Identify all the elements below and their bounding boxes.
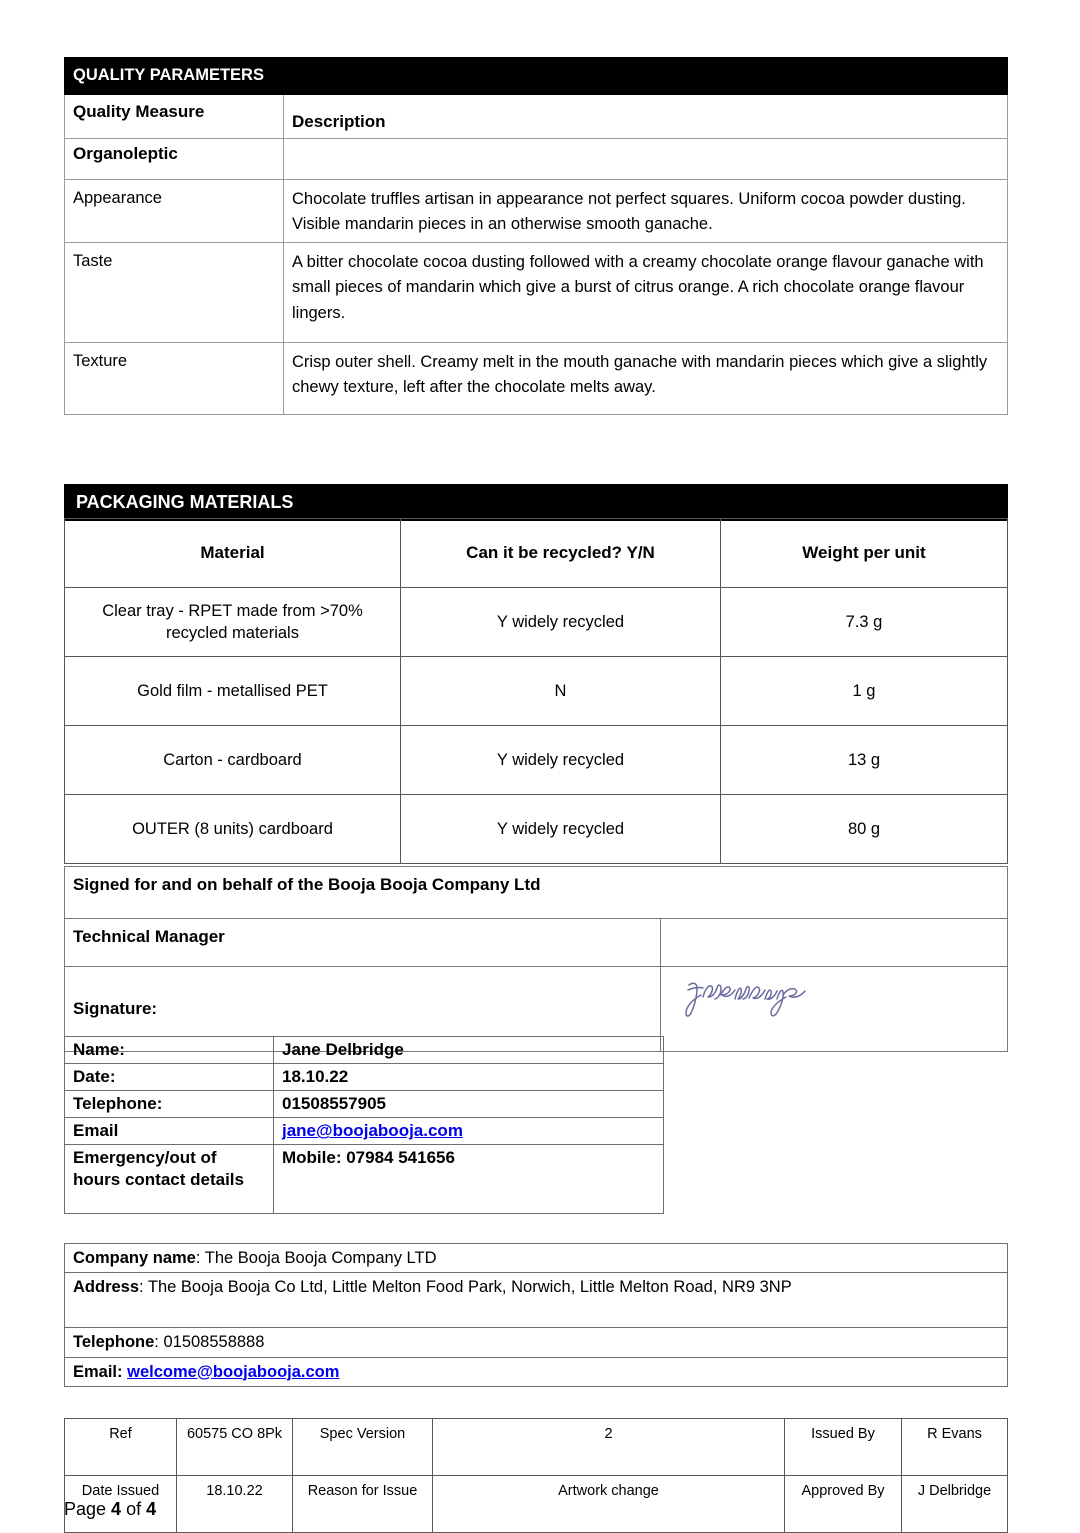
footer-approved-by-value: J Delbridge bbox=[902, 1476, 1008, 1533]
table-row bbox=[65, 657, 1008, 726]
page-number-total: 4 bbox=[146, 1499, 157, 1519]
company-address-cell bbox=[65, 1273, 1008, 1328]
table-row bbox=[65, 342, 1008, 414]
quality-description-texture: Crisp outer shell. Creamy melt in the mouth ganache with mandarin pieces which give a slightly chewy texture, left after the chocolate melts away. bbox=[284, 342, 1008, 414]
contact-label-telephone: Telephone: bbox=[65, 1091, 274, 1118]
footer-approved-by-label: Approved By bbox=[785, 1476, 902, 1533]
table-row bbox=[65, 795, 1008, 864]
company-name-cell bbox=[65, 1244, 1008, 1273]
quality-measure-appearance: Appearance bbox=[65, 179, 284, 242]
footer-spec-version-label: Spec Version bbox=[293, 1419, 433, 1476]
footer-ref-label: Ref bbox=[65, 1419, 177, 1476]
packaging-recyclable-1: N bbox=[401, 657, 721, 726]
organoleptic-section-row bbox=[65, 138, 1008, 179]
organoleptic-label: Organoleptic bbox=[65, 138, 284, 179]
document-footer-table bbox=[64, 1418, 1008, 1533]
signed-for-title: Signed for and on behalf of the Booja Booja Company Ltd bbox=[65, 867, 1008, 919]
company-name-value: : The Booja Booja Company LTD bbox=[195, 1249, 437, 1267]
contact-value-telephone: 01508557905 bbox=[274, 1091, 664, 1118]
contact-label-name: Name: bbox=[65, 1037, 274, 1064]
table-row bbox=[65, 1037, 664, 1064]
packaging-material-3: OUTER (8 units) cardboard bbox=[65, 795, 401, 864]
table-row bbox=[65, 1064, 664, 1091]
table-row bbox=[65, 242, 1008, 342]
table-row bbox=[65, 1244, 1008, 1273]
contact-label-email: Email bbox=[65, 1118, 274, 1145]
page-number-current: 4 bbox=[111, 1499, 122, 1519]
table-row bbox=[65, 1273, 1008, 1328]
packaging-weight-2: 13 g bbox=[721, 726, 1008, 795]
page-number-prefix: Page bbox=[64, 1499, 112, 1519]
company-telephone-cell bbox=[65, 1328, 1008, 1357]
contact-label-date: Date: bbox=[65, 1064, 274, 1091]
packaging-materials-banner: PACKAGING MATERIALS bbox=[64, 484, 1008, 521]
packaging-recyclable-0: Y widely recycled bbox=[401, 588, 721, 657]
table-row bbox=[65, 1476, 1008, 1533]
contact-label-emergency: Emergency/out of hours contact details bbox=[65, 1145, 274, 1214]
packaging-recyclable-2: Y widely recycled bbox=[401, 726, 721, 795]
email-link-welcome[interactable]: welcome@boojabooja.com bbox=[127, 1362, 340, 1381]
technical-manager-row bbox=[65, 919, 1008, 967]
quality-parameters-banner-row bbox=[65, 58, 1008, 95]
packaging-recyclable-3: Y widely recycled bbox=[401, 795, 721, 864]
company-address-label: Address bbox=[73, 1278, 140, 1297]
quality-parameters-table bbox=[64, 57, 1008, 415]
company-telephone-value: : 01508558888 bbox=[154, 1333, 265, 1352]
footer-ref-value: 60575 CO 8Pk bbox=[177, 1419, 293, 1476]
signed-for-title-row bbox=[65, 867, 1008, 919]
table-row bbox=[65, 588, 1008, 657]
table-row bbox=[65, 1357, 1008, 1386]
contact-value-emergency: Mobile: 07984 541656 bbox=[274, 1145, 664, 1214]
packaging-header-row bbox=[65, 519, 1008, 588]
signature-label: Signature: bbox=[65, 967, 661, 1052]
contact-value-name: Jane Delbridge bbox=[274, 1037, 664, 1064]
packaging-weight-0: 7.3 g bbox=[721, 588, 1008, 657]
quality-description-appearance: Chocolate truffles artisan in appearance not perfect squares. Uniform cocoa powder dusting. Visible mandarin pieces in an otherwise smooth ganache. bbox=[284, 179, 1008, 242]
company-telephone-label: Telephone bbox=[73, 1333, 155, 1352]
packaging-weight-3: 80 g bbox=[721, 795, 1008, 864]
footer-reason-value: Artwork change bbox=[433, 1476, 785, 1533]
footer-reason-label: Reason for Issue bbox=[293, 1476, 433, 1533]
table-row bbox=[65, 179, 1008, 242]
quality-parameters-banner-title: QUALITY PARAMETERS bbox=[65, 58, 284, 95]
packaging-material-1: Gold film - metallised PET bbox=[65, 657, 401, 726]
company-address-value: : The Booja Booja Co Ltd, Little Melton Food Park, Norwich, Little Melton Road, NR9 3NP bbox=[139, 1278, 792, 1297]
footer-date-issued-label: Date Issued bbox=[65, 1476, 177, 1533]
email-link-jane[interactable]: jane@boojabooja.com bbox=[282, 1121, 463, 1141]
technical-manager-value-cell bbox=[661, 919, 1008, 967]
organoleptic-empty-cell bbox=[284, 138, 1008, 179]
signature-table bbox=[64, 866, 1008, 1052]
quality-measure-texture: Texture bbox=[65, 342, 284, 414]
column-header-material: Material bbox=[65, 519, 401, 588]
footer-issued-by-value: R Evans bbox=[902, 1419, 1008, 1476]
footer-issued-by-label: Issued By bbox=[785, 1419, 902, 1476]
handwritten-signature-icon bbox=[683, 973, 813, 1021]
company-details-table bbox=[64, 1243, 1008, 1387]
quality-measure-taste: Taste bbox=[65, 242, 284, 342]
table-row bbox=[65, 1419, 1008, 1476]
quality-parameters-header-row bbox=[65, 94, 1008, 138]
quality-parameters-banner-blank bbox=[284, 58, 1008, 95]
column-header-quality-measure: Quality Measure bbox=[65, 94, 284, 138]
table-row bbox=[65, 1328, 1008, 1357]
packaging-weight-1: 1 g bbox=[721, 657, 1008, 726]
table-row bbox=[65, 1145, 664, 1214]
page-number-middle: of bbox=[121, 1499, 147, 1519]
footer-date-issued-value: 18.10.22 bbox=[177, 1476, 293, 1533]
column-header-description: Description bbox=[284, 94, 1008, 138]
packaging-materials-table bbox=[64, 518, 1008, 864]
packaging-material-0: Clear tray - RPET made from >70% recycled materials bbox=[65, 588, 401, 657]
table-row bbox=[65, 1118, 664, 1145]
company-email-label: Email: bbox=[73, 1362, 123, 1381]
contact-value-date: 18.10.22 bbox=[274, 1064, 664, 1091]
table-row bbox=[65, 1091, 664, 1118]
column-header-recyclable: Can it be recycled? Y/N bbox=[401, 519, 721, 588]
footer-spec-version-value: 2 bbox=[433, 1419, 785, 1476]
company-email-cell bbox=[65, 1357, 1008, 1386]
column-header-weight: Weight per unit bbox=[721, 519, 1008, 588]
technical-manager-label: Technical Manager bbox=[65, 919, 661, 967]
signature-value-cell bbox=[661, 967, 1008, 1052]
table-row bbox=[65, 726, 1008, 795]
contact-value-email-cell bbox=[274, 1118, 664, 1145]
packaging-material-2: Carton - cardboard bbox=[65, 726, 401, 795]
company-name-label: Company name bbox=[73, 1249, 196, 1267]
quality-description-taste: A bitter chocolate cocoa dusting followed with a creamy chocolate orange flavour ganache with small pieces of mandarin which give a burst of citrus orange. A rich chocolate orange flavour lingers. bbox=[284, 242, 1008, 342]
page-number bbox=[64, 1500, 156, 1518]
contact-details-table bbox=[64, 1036, 664, 1214]
